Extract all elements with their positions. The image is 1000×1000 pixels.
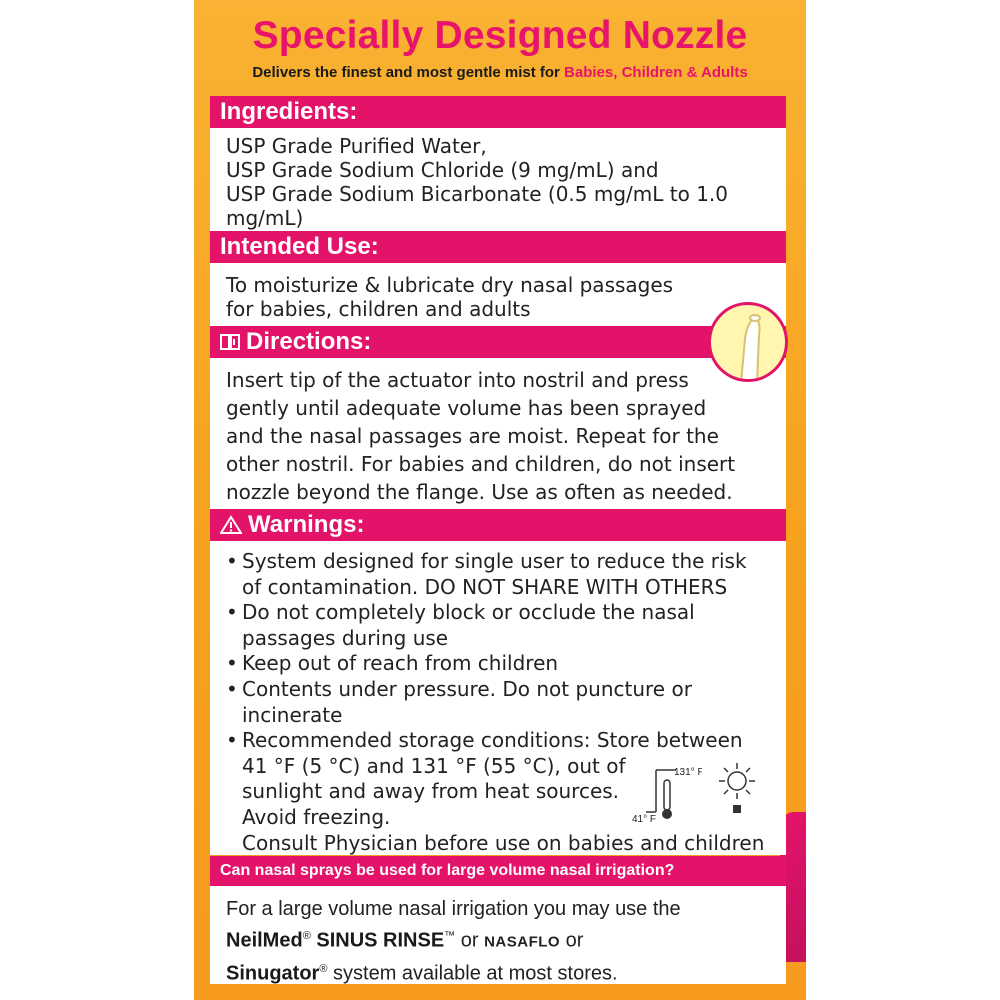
answer-line-1: For a large volume nasal irrigation you may use the	[226, 898, 681, 920]
label-panel	[194, 0, 806, 1000]
intended-use-heading: Intended Use:	[210, 231, 786, 263]
directions-line: other nostril. For babies and children, do not insert	[226, 452, 736, 476]
warnings-section	[210, 509, 786, 855]
directions-line: gently until adequate volume has been sprayed	[226, 396, 707, 420]
directions-header	[210, 326, 786, 358]
warning-triangle-icon	[220, 515, 242, 535]
answer-line-3: Sinugator® system available at most stores.	[226, 962, 618, 985]
answer-line-2: NeilMed® SINUS RINSE™ or NASAFLO or	[226, 929, 584, 952]
directions-section	[210, 326, 786, 514]
svg-text:41° F: 41° F	[632, 814, 657, 825]
ingredient-line: USP Grade Sodium Chloride (9 mg/mL) and	[226, 158, 659, 182]
subtitle	[194, 64, 806, 81]
intended-use-section	[210, 231, 786, 327]
ingredients-heading: Ingredients:	[210, 96, 786, 128]
page-title: Specially Designed Nozzle	[252, 14, 748, 57]
warning-item: • Do not completely block or occlude the nasal passages during use	[226, 600, 770, 651]
svg-text:131° F: 131° F	[674, 767, 702, 778]
irrigation-question: Can nasal sprays be used for large volume nasal irrigation?	[210, 856, 786, 886]
thermometer-icon	[632, 764, 702, 826]
warnings-header	[210, 509, 786, 541]
directions-line: and the nasal passages are moist. Repeat for the	[226, 424, 719, 448]
sun-no-heat-icon	[712, 761, 762, 816]
or-text: or	[460, 929, 479, 952]
irrigation-section	[210, 856, 786, 984]
warning-item: • Contents under pressure. Do not puncture or incinerate	[226, 677, 770, 728]
warning-item: • Recommended storage conditions: Store between 41 °F (5 °C) and 131 °F (55 °C), out of sunlight and away from heat sources. Avoid freezing.	[226, 728, 770, 830]
or-text: or	[565, 929, 584, 952]
sinugator-brand: Sinugator	[226, 962, 320, 985]
subtitle-text: Delivers the finest and most gentle mist for	[252, 64, 565, 81]
book-icon	[220, 333, 240, 351]
neilmed-brand: NeilMed	[226, 929, 303, 952]
ingredient-line: USP Grade Purified Water,	[226, 134, 487, 158]
warning-item: • System designed for single user to reduce the risk of contamination. DO NOT SHARE WITH OTHERS	[226, 549, 770, 600]
ingredient-line: USP Grade Sodium Bicarbonate (0.5 mg/mL to 1.0	[226, 182, 729, 206]
warnings-heading: Warnings:	[248, 511, 365, 538]
sinus-rinse-brand: SINUS RINSE	[316, 929, 445, 952]
ingredient-line: mg/mL)	[226, 206, 304, 230]
subtitle-highlight: Babies, Children & Adults	[564, 64, 748, 81]
directions-heading: Directions:	[246, 328, 372, 355]
intended-use-line: To moisturize & lubricate dry nasal passages	[226, 273, 674, 297]
nozzle-illustration	[708, 302, 788, 382]
intended-use-line: for babies, children and adults	[226, 297, 531, 321]
nasaflo-logo: NASAFLO	[484, 933, 561, 951]
answer-tail: system available at most stores.	[333, 962, 618, 985]
ingredients-section	[210, 96, 786, 236]
directions-line: Insert tip of the actuator into nostril and press	[226, 368, 689, 392]
directions-line: nozzle beyond the flange. Use as often as needed.	[226, 480, 733, 504]
consult-physician-note: Consult Physician before use on babies and children	[242, 830, 765, 855]
warning-item: • Keep out of reach from children	[226, 651, 770, 677]
